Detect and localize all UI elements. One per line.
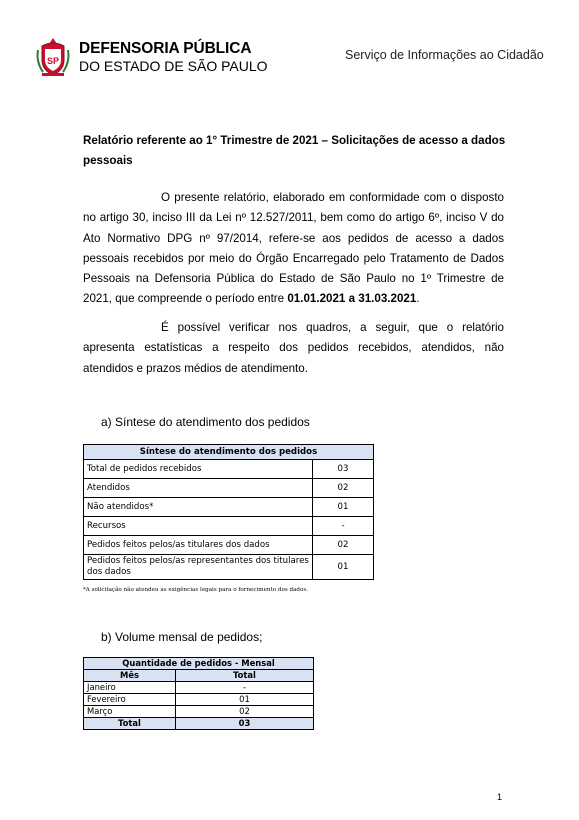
- month-cell: Março: [84, 706, 176, 718]
- table-row: [84, 498, 374, 517]
- coat-of-arms-logo: [34, 36, 72, 78]
- row-value: 01: [313, 498, 374, 517]
- summary-table-header: Síntese do atendimento dos pedidos: [84, 445, 374, 460]
- row-label: Pedidos feitos pelos/as titulares dos dados: [84, 536, 313, 555]
- intro-period: 01.01.2021 a 31.03.2021: [287, 292, 417, 306]
- total-label: Total: [84, 718, 176, 730]
- total-cell: 02: [176, 706, 314, 718]
- month-cell: Fevereiro: [84, 694, 176, 706]
- table-row: [84, 682, 314, 694]
- monthly-table-header: Quantidade de pedidos - Mensal: [84, 658, 314, 670]
- table-row: [84, 555, 374, 580]
- summary-table: [83, 444, 374, 580]
- table-row: [84, 536, 374, 555]
- org-name-line1: DEFENSORIA PÚBLICA: [79, 40, 252, 57]
- monthly-table: [83, 657, 314, 730]
- row-value: 03: [313, 460, 374, 479]
- table-row: [84, 694, 314, 706]
- section-a-heading: a) Síntese do atendimento dos pedidos: [101, 415, 310, 429]
- row-label: Total de pedidos recebidos: [84, 460, 313, 479]
- intro-end: .: [416, 292, 420, 306]
- intro-paragraph: [83, 188, 504, 310]
- col-month-header: Mês: [84, 670, 176, 682]
- table-footnote: *A solicitação não atendeu as exigências legais para o fornecimento dos dados.: [83, 587, 309, 593]
- stats-text: É possível verificar nos quadros, a seguir, que o relatório apresenta estatísticas a respeito dos pedidos recebidos, atendidos, não atendidos e prazos médios de atendimento.: [83, 321, 504, 375]
- month-cell: Janeiro: [84, 682, 176, 694]
- row-value: 02: [313, 536, 374, 555]
- section-b-heading: b) Volume mensal de pedidos;: [101, 630, 263, 644]
- row-value: -: [313, 517, 374, 536]
- org-name-line2: DO ESTADO DE SÃO PAULO: [79, 58, 268, 74]
- report-title: Relatório referente ao 1° Trimestre de 2021 – Solicitações de acesso a dados pessoais: [83, 134, 506, 167]
- total-value: 03: [176, 718, 314, 730]
- service-name: Serviço de Informações ao Cidadão: [345, 48, 544, 62]
- row-value: 01: [313, 555, 374, 580]
- table-row: [84, 460, 374, 479]
- row-label: Pedidos feitos pelos/as representantes dos titulares dos dados: [84, 555, 313, 580]
- row-value: 02: [313, 479, 374, 498]
- logo-lettering: SP: [46, 56, 60, 66]
- table-row: [84, 479, 374, 498]
- col-total-header: Total: [176, 670, 314, 682]
- page-header: [34, 36, 554, 80]
- table-row: [84, 517, 374, 536]
- total-row: [84, 718, 314, 730]
- stats-paragraph: [83, 318, 504, 379]
- total-cell: -: [176, 682, 314, 694]
- row-label: Atendidos: [84, 479, 313, 498]
- row-label: Recursos: [84, 517, 313, 536]
- row-label: Não atendidos*: [84, 498, 313, 517]
- table-row: [84, 706, 314, 718]
- intro-text: O presente relatório, elaborado em conformidade com o disposto no artigo 30, inciso III da Lei nº 12.527/2011, bem como do artigo 6º, inciso V do Ato Normativo DPG nº 97/2014, refere-se aos pedidos de acesso a dados pessoais recebidos por meio do Órgão Encarregado pelo Tratamento de Dados Pessoais na Defensoria Pública do Estado de São Paulo no 1º Trimestre de 2021, que compreende o período entre: [83, 191, 504, 306]
- page-number: 1: [497, 792, 503, 802]
- total-cell: 01: [176, 694, 314, 706]
